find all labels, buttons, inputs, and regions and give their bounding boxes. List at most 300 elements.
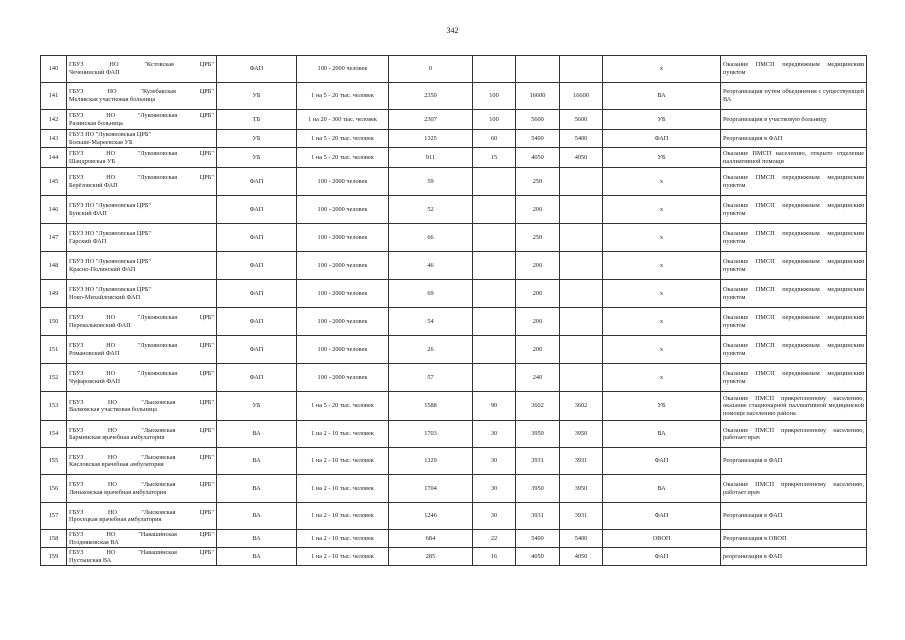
- value-b-cell: 250: [516, 168, 560, 196]
- population-cell: 2307: [389, 110, 473, 130]
- value-b-cell: 240: [516, 364, 560, 392]
- facility-name-line2: Перевальковский ФАП: [69, 321, 131, 329]
- row-number-cell: 155: [41, 448, 67, 475]
- facility-name-line2: Бунский ФАП: [69, 209, 107, 217]
- target-type-cell: УБ: [603, 392, 721, 421]
- value-c-cell: [560, 224, 603, 252]
- value-b-cell: 3950: [516, 475, 560, 503]
- row-number-cell: 144: [41, 148, 67, 168]
- facility-name-line2: Пустынская ВА: [69, 556, 112, 564]
- facility-type-cell: УБ: [217, 130, 297, 148]
- facility-name-word: ГБУЗ: [69, 111, 84, 119]
- table-row: [41, 503, 867, 530]
- population-cell: 1703: [389, 421, 473, 448]
- action-cell: Оказание ПМСП передвижным медицинским пунктом: [721, 224, 867, 252]
- target-type-cell: ФАП: [603, 548, 721, 566]
- population-cell: 1704: [389, 475, 473, 503]
- population-cell: 285: [389, 548, 473, 566]
- facility-name-word: ГБУЗ: [69, 398, 84, 406]
- value-b-cell: 3602: [516, 392, 560, 421]
- value-b-cell: 3931: [516, 448, 560, 475]
- facility-type-cell: ФАП: [217, 308, 297, 336]
- row-number-cell: 145: [41, 168, 67, 196]
- service-range-cell: 1 на 5 - 20 тыс. человек: [297, 83, 389, 110]
- row-number-cell: 157: [41, 503, 67, 530]
- facility-name-cell: [67, 168, 217, 196]
- facility-name-word: "Лукояновская: [137, 174, 178, 182]
- facility-name-line1: [69, 112, 214, 120]
- value-c-cell: [560, 196, 603, 224]
- value-a-cell: 30: [473, 448, 516, 475]
- value-c-cell: 5400: [560, 130, 603, 148]
- value-a-cell: [473, 308, 516, 336]
- facility-name-word: "Кстовская: [144, 61, 174, 69]
- service-range-cell: 100 - 2000 человек: [297, 336, 389, 364]
- value-b-cell: 5400: [516, 530, 560, 548]
- facility-name-cell: [67, 224, 217, 252]
- facility-name-word: "Лукояновская: [137, 370, 178, 378]
- facility-name-word: ГБУЗ: [69, 61, 84, 69]
- value-c-cell: 3950: [560, 421, 603, 448]
- value-b-cell: 200: [516, 280, 560, 308]
- facility-type-cell: ВА: [217, 421, 297, 448]
- population-cell: 1588: [389, 392, 473, 421]
- value-a-cell: 15: [473, 148, 516, 168]
- facility-name-word: ЦРБ": [199, 111, 214, 119]
- action-cell: Реорганизация в ОВОП: [721, 530, 867, 548]
- facility-name-word: ЦРБ": [199, 61, 214, 69]
- facility-name-line1: [69, 427, 214, 435]
- facility-name-line2: Ново-Михайловский ФАП: [69, 293, 141, 301]
- row-number-cell: 140: [41, 56, 67, 83]
- value-c-cell: 4050: [560, 548, 603, 566]
- facility-name-line2: Красно-Полянский ФАП: [69, 265, 136, 273]
- action-cell: Оказание ПМСП прикрепленному населению, работает врач: [721, 475, 867, 503]
- value-b-cell: 3931: [516, 503, 560, 530]
- action-cell: реорганизация в ФАП: [721, 548, 867, 566]
- target-type-cell: ФАП: [603, 448, 721, 475]
- facility-name-word: НО: [106, 549, 116, 557]
- row-number-cell: 152: [41, 364, 67, 392]
- facility-name-line2: Леньковская врачебная амбулатория: [69, 488, 167, 496]
- facility-name-cell: [67, 110, 217, 130]
- action-cell: Реорганизация в ФАП: [721, 448, 867, 475]
- facility-name-line1: [69, 131, 214, 139]
- facility-name-word: НО: [107, 481, 117, 489]
- facility-name-word: ЦРБ": [199, 174, 214, 182]
- value-c-cell: 3931: [560, 448, 603, 475]
- population-cell: 911: [389, 148, 473, 168]
- value-a-cell: 90: [473, 392, 516, 421]
- facility-name-word: ГБУЗ: [69, 426, 84, 434]
- facility-name-word: НО: [106, 174, 116, 182]
- facility-name-word: "Лукояновская: [137, 314, 178, 322]
- action-cell: Оказание ПМСП передвижным медицинским пунктом: [721, 168, 867, 196]
- facility-name-word: НО: [106, 314, 116, 322]
- action-cell: Оказание ПМСП передвижным медицинским пунктом: [721, 364, 867, 392]
- facility-name-line2: Поздняковская ВА: [69, 538, 119, 546]
- row-number-cell: 150: [41, 308, 67, 336]
- facility-name-cell: [67, 56, 217, 83]
- value-b-cell: 200: [516, 336, 560, 364]
- facility-name-word: ГБУЗ НО "Лукояновская ЦРБ": [69, 131, 152, 138]
- service-range-cell: 100 - 2000 человек: [297, 168, 389, 196]
- facility-type-cell: ТБ: [217, 110, 297, 130]
- facility-name-word: ГБУЗ: [69, 88, 84, 96]
- table-row: [41, 110, 867, 130]
- value-c-cell: 4050: [560, 148, 603, 168]
- facility-name-line2: Кисловская врачебная амбулатория: [69, 461, 164, 469]
- facility-name-word: "Лысковская: [141, 508, 176, 516]
- value-a-cell: [473, 224, 516, 252]
- facility-name-word: "Лысковская: [141, 426, 176, 434]
- table-row: [41, 280, 867, 308]
- service-range-cell: 1 на 2 - 10 тыс. человек: [297, 448, 389, 475]
- facility-name-word: ЦРБ": [199, 426, 214, 434]
- value-a-cell: [473, 196, 516, 224]
- value-a-cell: [473, 168, 516, 196]
- facility-name-word: ГБУЗ: [69, 549, 84, 557]
- facility-name-word: ГБУЗ: [69, 370, 84, 378]
- value-b-cell: 5400: [516, 130, 560, 148]
- facility-name-word: НО: [107, 426, 117, 434]
- facility-type-cell: ФАП: [217, 56, 297, 83]
- target-type-cell: ФАП: [603, 503, 721, 530]
- value-b-cell: 200: [516, 308, 560, 336]
- table-row: [41, 308, 867, 336]
- action-cell: Оказание ПМСП передвижным медицинским пунктом: [721, 196, 867, 224]
- value-a-cell: [473, 280, 516, 308]
- row-number-cell: 158: [41, 530, 67, 548]
- facility-name-line2: Берёзовский ФАП: [69, 181, 118, 189]
- facility-name-word: "Кулебакская: [140, 88, 176, 96]
- target-type-cell: х: [603, 280, 721, 308]
- value-a-cell: 16: [473, 548, 516, 566]
- population-cell: 59: [389, 168, 473, 196]
- action-cell: Оказание ПМСП населению, открыто отделение паллиативной помощи: [721, 148, 867, 168]
- value-c-cell: [560, 280, 603, 308]
- facility-name-cell: [67, 130, 217, 148]
- value-c-cell: 16600: [560, 83, 603, 110]
- action-cell: Реорганизация в ФАП: [721, 130, 867, 148]
- facility-type-cell: ВА: [217, 475, 297, 503]
- facility-name-line1: [69, 61, 214, 69]
- population-cell: 26: [389, 336, 473, 364]
- row-number-cell: 149: [41, 280, 67, 308]
- facility-type-cell: ВА: [217, 530, 297, 548]
- facility-name-cell: [67, 548, 217, 566]
- action-cell: Оказание ПМСП передвижным медицинским пунктом: [721, 280, 867, 308]
- facility-name-word: "Лысковская: [141, 481, 176, 489]
- service-range-cell: 1 на 2 - 10 тыс. человек: [297, 475, 389, 503]
- facility-name-cell: [67, 503, 217, 530]
- facility-name-word: "Лукояновская: [137, 111, 178, 119]
- population-cell: 1329: [389, 448, 473, 475]
- target-type-cell: х: [603, 56, 721, 83]
- value-c-cell: [560, 168, 603, 196]
- facility-name-word: ЦРБ": [199, 342, 214, 350]
- facility-name-word: ЦРБ": [199, 150, 214, 158]
- table-row: [41, 364, 867, 392]
- population-cell: 0: [389, 56, 473, 83]
- target-type-cell: ВА: [603, 421, 721, 448]
- action-cell: Оказание ПМСП передвижным медицинским пунктом: [721, 56, 867, 83]
- facility-type-cell: УБ: [217, 83, 297, 110]
- table-row: [41, 530, 867, 548]
- service-range-cell: 1 на 2 - 10 тыс. человек: [297, 548, 389, 566]
- facility-name-line1: [69, 150, 214, 158]
- table-row: [41, 148, 867, 168]
- target-type-cell: х: [603, 252, 721, 280]
- population-cell: 57: [389, 364, 473, 392]
- target-type-cell: ОВОП: [603, 530, 721, 548]
- facility-name-word: НО: [107, 508, 117, 516]
- facility-name-line2: Шандровская УБ: [69, 157, 116, 165]
- facility-name-line1: [69, 342, 214, 350]
- facility-name-cell: [67, 392, 217, 421]
- value-b-cell: 5600: [516, 110, 560, 130]
- facility-name-line2: Гарский ФАП: [69, 237, 107, 245]
- target-type-cell: х: [603, 336, 721, 364]
- service-range-cell: 1 на 5 - 20 тыс. человек: [297, 148, 389, 168]
- value-a-cell: [473, 364, 516, 392]
- value-c-cell: 5600: [560, 110, 603, 130]
- value-b-cell: 250: [516, 224, 560, 252]
- facility-name-word: НО: [109, 61, 119, 69]
- value-a-cell: 22: [473, 530, 516, 548]
- table-row: [41, 421, 867, 448]
- facility-name-line2: Больше-Мареевская УБ: [69, 138, 133, 146]
- row-number-cell: 159: [41, 548, 67, 566]
- facility-name-cell: [67, 530, 217, 548]
- population-cell: 69: [389, 280, 473, 308]
- population-cell: 52: [389, 196, 473, 224]
- facility-type-cell: ФАП: [217, 336, 297, 364]
- facility-name-line1: [69, 399, 214, 407]
- facility-name-line1: [69, 314, 214, 322]
- facility-name-line2: Мелявская участковая больница: [69, 96, 156, 103]
- facility-name-line1: [69, 509, 214, 517]
- facility-name-word: ЦРБ": [199, 531, 214, 539]
- facility-name-word: НО: [106, 150, 116, 158]
- facility-name-word: НО: [106, 370, 116, 378]
- service-range-cell: 1 на 2 - 10 тыс. человек: [297, 530, 389, 548]
- facility-name-line1: [69, 88, 214, 96]
- value-c-cell: [560, 56, 603, 83]
- service-range-cell: 1 на 20 - 300 тыс. человек: [297, 110, 389, 130]
- facility-name-word: ГБУЗ: [69, 531, 84, 539]
- value-c-cell: [560, 308, 603, 336]
- row-number-cell: 153: [41, 392, 67, 421]
- population-cell: 54: [389, 308, 473, 336]
- service-range-cell: 1 на 2 - 10 тыс. человек: [297, 421, 389, 448]
- value-c-cell: 3931: [560, 503, 603, 530]
- facility-name-line1: [69, 286, 214, 294]
- table-row: [41, 252, 867, 280]
- row-number-cell: 147: [41, 224, 67, 252]
- target-type-cell: х: [603, 364, 721, 392]
- population-cell: 684: [389, 530, 473, 548]
- facility-name-word: НО: [106, 111, 116, 119]
- target-type-cell: ВА: [603, 475, 721, 503]
- action-cell: Оказание ПМСП передвижным медицинским пунктом: [721, 336, 867, 364]
- value-c-cell: [560, 336, 603, 364]
- facility-name-word: НО: [106, 342, 116, 350]
- facility-type-cell: ФАП: [217, 224, 297, 252]
- facility-name-word: ГБУЗ: [69, 453, 84, 461]
- facility-name-word: "Лысковская: [141, 453, 176, 461]
- facility-name-line2: Барминская врачебная амбулатория: [69, 434, 165, 442]
- facility-name-line1: [69, 454, 214, 462]
- population-cell: 66: [389, 224, 473, 252]
- value-b-cell: 200: [516, 252, 560, 280]
- facility-name-cell: [67, 196, 217, 224]
- facility-name-word: НО: [106, 531, 116, 539]
- population-cell: 46: [389, 252, 473, 280]
- value-c-cell: 5400: [560, 530, 603, 548]
- value-a-cell: 30: [473, 503, 516, 530]
- facility-type-cell: ВА: [217, 448, 297, 475]
- table-row: [41, 392, 867, 421]
- service-range-cell: 100 - 2000 человек: [297, 364, 389, 392]
- table-row: [41, 475, 867, 503]
- value-a-cell: [473, 336, 516, 364]
- facility-type-cell: ФАП: [217, 364, 297, 392]
- row-number-cell: 141: [41, 83, 67, 110]
- facility-name-word: ЦРБ": [199, 314, 214, 322]
- facility-name-line1: [69, 230, 214, 238]
- target-type-cell: х: [603, 168, 721, 196]
- service-range-cell: 1 на 2 - 10 тыс. человек: [297, 503, 389, 530]
- population-cell: 1325: [389, 130, 473, 148]
- facility-name-line2: Просецкая врачебная амбулатория: [69, 516, 162, 524]
- facility-name-line1: [69, 202, 214, 210]
- row-number-cell: 143: [41, 130, 67, 148]
- service-range-cell: 1 на 5 - 20 тыс. человек: [297, 392, 389, 421]
- facility-type-cell: ФАП: [217, 280, 297, 308]
- service-range-cell: 100 - 2000 человек: [297, 252, 389, 280]
- table-row: [41, 168, 867, 196]
- facility-name-line2: Разинская больница: [69, 119, 123, 127]
- table-row: [41, 224, 867, 252]
- facility-name-line2: Чуфаровский ФАП: [69, 377, 121, 385]
- facility-type-cell: ВА: [217, 503, 297, 530]
- value-a-cell: [473, 56, 516, 83]
- facility-name-cell: [67, 448, 217, 475]
- facility-type-cell: ВА: [217, 548, 297, 566]
- facility-name-word: ГБУЗ: [69, 342, 84, 350]
- value-a-cell: 30: [473, 421, 516, 448]
- facility-name-word: "Навашинская: [138, 549, 177, 557]
- facility-name-cell: [67, 364, 217, 392]
- facility-name-word: "Навашинская: [138, 531, 177, 539]
- facility-name-word: ГБУЗ: [69, 174, 84, 182]
- facility-name-word: ГБУЗ НО "Лукояновская ЦРБ": [69, 286, 152, 294]
- facility-name-word: ГБУЗ: [69, 508, 84, 516]
- value-b-cell: 4050: [516, 548, 560, 566]
- table-row: [41, 56, 867, 83]
- facility-name-cell: [67, 421, 217, 448]
- facility-type-cell: ФАП: [217, 196, 297, 224]
- facility-name-cell: [67, 83, 217, 110]
- facility-name-word: НО: [107, 88, 117, 96]
- row-number-cell: 142: [41, 110, 67, 130]
- facility-name-cell: [67, 308, 217, 336]
- facility-name-line2: Чеченинский ФАП: [69, 69, 120, 76]
- facility-name-word: НО: [107, 453, 117, 461]
- facility-name-word: ГБУЗ: [69, 150, 84, 158]
- facility-name-word: ГБУЗ НО "Лукояновская ЦРБ": [69, 258, 152, 266]
- facility-name-word: "Лысковская: [141, 398, 176, 406]
- facility-name-cell: [67, 280, 217, 308]
- table-row: [41, 448, 867, 475]
- facility-name-line2: Романовский ФАП: [69, 349, 120, 357]
- facility-type-cell: ФАП: [217, 168, 297, 196]
- facility-name-cell: [67, 475, 217, 503]
- facility-name-cell: [67, 336, 217, 364]
- row-number-cell: 146: [41, 196, 67, 224]
- facility-type-cell: УБ: [217, 148, 297, 168]
- table-row: [41, 130, 867, 148]
- population-cell: 2350: [389, 83, 473, 110]
- value-b-cell: 16600: [516, 83, 560, 110]
- row-number-cell: 154: [41, 421, 67, 448]
- facility-name-word: ГБУЗ НО "Лукояновская ЦРБ": [69, 202, 152, 210]
- table-row: [41, 83, 867, 110]
- facility-name-word: ЦРБ": [199, 398, 214, 406]
- row-number-cell: 148: [41, 252, 67, 280]
- target-type-cell: х: [603, 224, 721, 252]
- target-type-cell: ФАП: [603, 130, 721, 148]
- facility-name-word: ЦРБ": [199, 549, 214, 557]
- value-b-cell: 3950: [516, 421, 560, 448]
- facility-name-cell: [67, 148, 217, 168]
- action-cell: Оказание ПМСП прикрепленному населению, работает врач: [721, 421, 867, 448]
- target-type-cell: х: [603, 308, 721, 336]
- facility-name-word: ГБУЗ: [69, 481, 84, 489]
- facility-name-word: "Лукояновская: [137, 342, 178, 350]
- service-range-cell: 100 - 2000 человек: [297, 56, 389, 83]
- target-type-cell: УБ: [603, 110, 721, 130]
- facility-name-word: ЦРБ": [199, 88, 214, 96]
- target-type-cell: ВА: [603, 83, 721, 110]
- facility-type-cell: УБ: [217, 392, 297, 421]
- service-range-cell: 1 на 5 - 20 тыс. человек: [297, 130, 389, 148]
- value-c-cell: [560, 364, 603, 392]
- facility-name-word: ГБУЗ: [69, 314, 84, 322]
- value-a-cell: 30: [473, 475, 516, 503]
- action-cell: Реорганизация в ФАП: [721, 503, 867, 530]
- facility-name-line1: [69, 174, 214, 182]
- action-cell: Оказание ПМСП передвижным медицинским пунктом: [721, 308, 867, 336]
- facility-name-line2: Валковская участковая больница: [69, 406, 157, 414]
- action-cell: Реорганизация путем объединения с существующей ВА: [721, 83, 867, 110]
- value-a-cell: 100: [473, 83, 516, 110]
- facility-name-cell: [67, 252, 217, 280]
- facility-name-word: ЦРБ": [199, 481, 214, 489]
- row-number-cell: 151: [41, 336, 67, 364]
- facility-name-word: ЦРБ": [199, 453, 214, 461]
- value-c-cell: [560, 252, 603, 280]
- facility-name-line1: [69, 370, 214, 378]
- target-type-cell: УБ: [603, 148, 721, 168]
- facility-name-word: ГБУЗ НО "Лукояновская ЦРБ": [69, 230, 152, 238]
- facility-name-line1: [69, 258, 214, 266]
- facility-name-word: ЦРБ": [199, 370, 214, 378]
- facilities-table: [40, 55, 867, 566]
- page-number: 342: [446, 26, 459, 35]
- facility-name-line1: [69, 549, 214, 557]
